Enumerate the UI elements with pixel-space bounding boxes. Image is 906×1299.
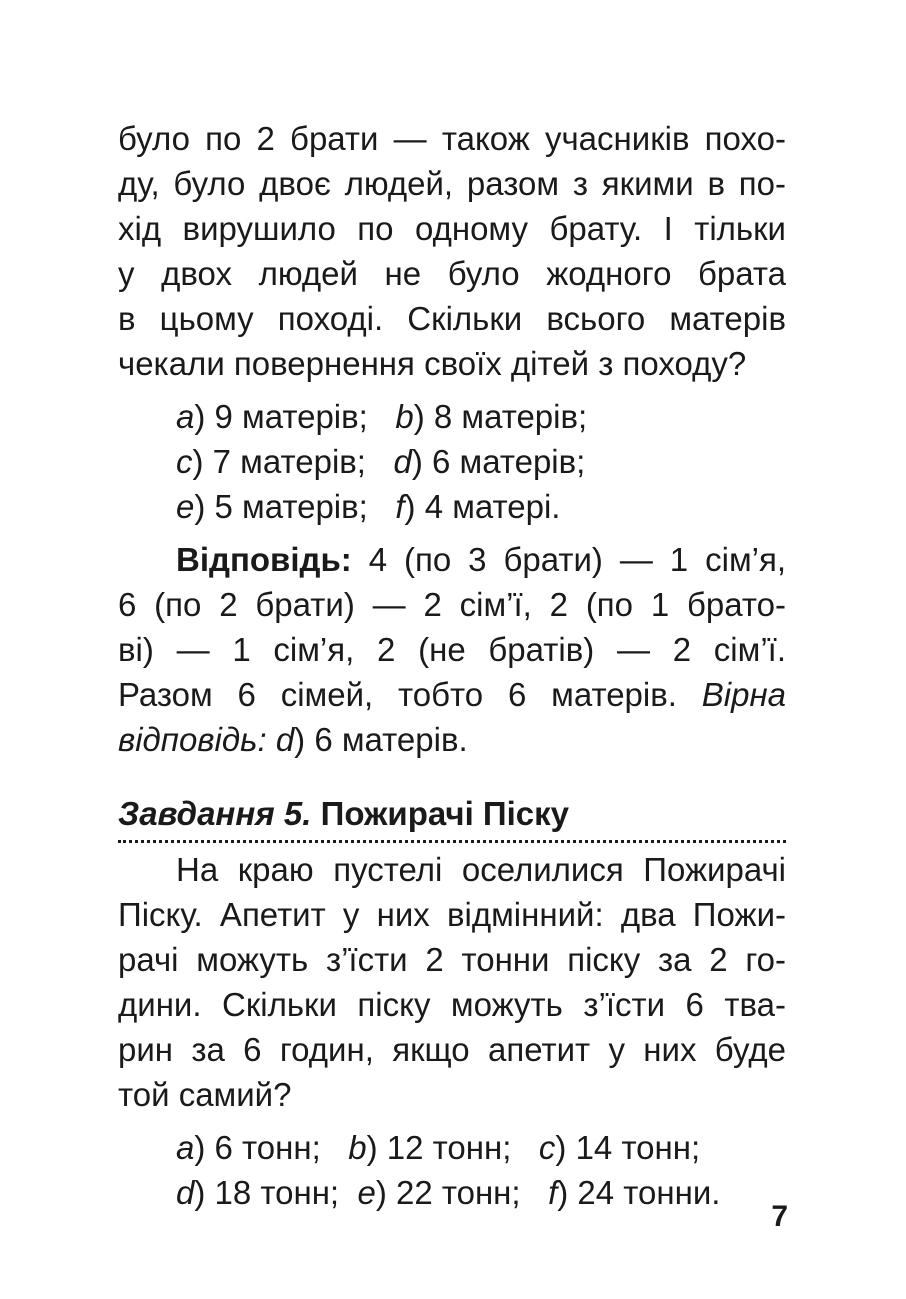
option-letter: a [176, 1129, 195, 1166]
option-text: ) 12 тонн; [366, 1129, 512, 1166]
text-line: ду, було двоє людей, разом з якими в по- [118, 165, 786, 202]
task-title: Пожирачі Піску [320, 795, 570, 832]
answer-line: 6 (по 2 брати) — 2 сім’ї, 2 (по 1 брато- [118, 586, 786, 623]
option-text: ) 7 матерів; [192, 443, 366, 480]
answer-italic: Вірна [701, 676, 786, 713]
text-line: Піску. Апетит у них відмінний: два Пожи- [118, 896, 786, 933]
text-line: чекали повернення своїх дітей з походу? [118, 345, 747, 382]
page-number: 7 [771, 1200, 788, 1233]
text-line: у двох людей не було жодного брата [118, 255, 786, 292]
option-letter: b [348, 1129, 367, 1166]
option-text: ) 14 тонн; [555, 1129, 701, 1166]
option-letter: e [176, 488, 195, 525]
task5-heading [118, 790, 786, 838]
answer-text: 4 (по 3 брати) — 1 сім’я, [368, 541, 786, 578]
answer-line [118, 717, 786, 762]
answer-line [118, 537, 786, 582]
answer-line: ві) — 1 сім’я, 2 (не братів) — 2 сім’ї. [118, 631, 786, 668]
option-letter: d [176, 1174, 195, 1211]
option-row [176, 484, 786, 529]
text-line: хід вирушило по одному брату. І тільки [118, 210, 786, 247]
option-text: ) 24 тонни. [557, 1174, 721, 1211]
text-line: той самий? [118, 1076, 292, 1113]
option-text: ) 6 тонн; [194, 1129, 321, 1166]
option-row [176, 439, 786, 484]
text-line: рачі можуть з’їсти 2 тонни піску за 2 го- [118, 941, 786, 978]
answer-letter: d [275, 721, 295, 758]
text-line: було по 2 брати — також учасників похо- [118, 120, 786, 157]
answer-line [118, 672, 786, 717]
task5-options [118, 1125, 786, 1215]
option-text: ) 6 матерів; [411, 443, 586, 480]
dotted-divider [118, 840, 786, 843]
option-row [176, 1125, 786, 1170]
option-letter: a [176, 398, 195, 435]
answer-italic: відповідь: [118, 721, 267, 758]
option-row [176, 394, 786, 439]
page-content [118, 116, 786, 1215]
option-text: ) 4 матері. [404, 488, 561, 525]
option-letter: d [393, 443, 412, 480]
text-line: дини. Скільки піску можуть з’їсти 6 тва- [118, 986, 786, 1023]
option-letter: b [395, 398, 414, 435]
option-text: ) 8 матерів; [413, 398, 588, 435]
text-line: рин за 6 годин, якщо апетит у них буде [118, 1031, 786, 1068]
answer-text: ) 6 матерів. [294, 721, 468, 758]
answer-label: Відповідь: [176, 541, 352, 578]
option-text: ) 5 матерів; [194, 488, 368, 525]
option-text: ) 18 тонн; [194, 1174, 340, 1211]
task4-options [118, 394, 786, 529]
option-letter: c [538, 1129, 556, 1166]
option-letter: f [395, 488, 405, 525]
answer-text: Разом 6 сімей, тобто 6 матерів. [118, 676, 677, 713]
option-letter: f [548, 1174, 558, 1211]
option-letter: c [176, 443, 193, 480]
option-row [176, 1170, 786, 1215]
text-line: в цьому поході. Скільки всього матерів [118, 300, 786, 337]
text-line: На краю пустелі оселилися Пожирачі [176, 851, 786, 888]
option-text: ) 22 тонн; [375, 1174, 521, 1211]
option-text: ) 9 матерів; [194, 398, 368, 435]
option-letter: e [357, 1174, 376, 1211]
task-label: Завдання 5. [118, 795, 312, 832]
